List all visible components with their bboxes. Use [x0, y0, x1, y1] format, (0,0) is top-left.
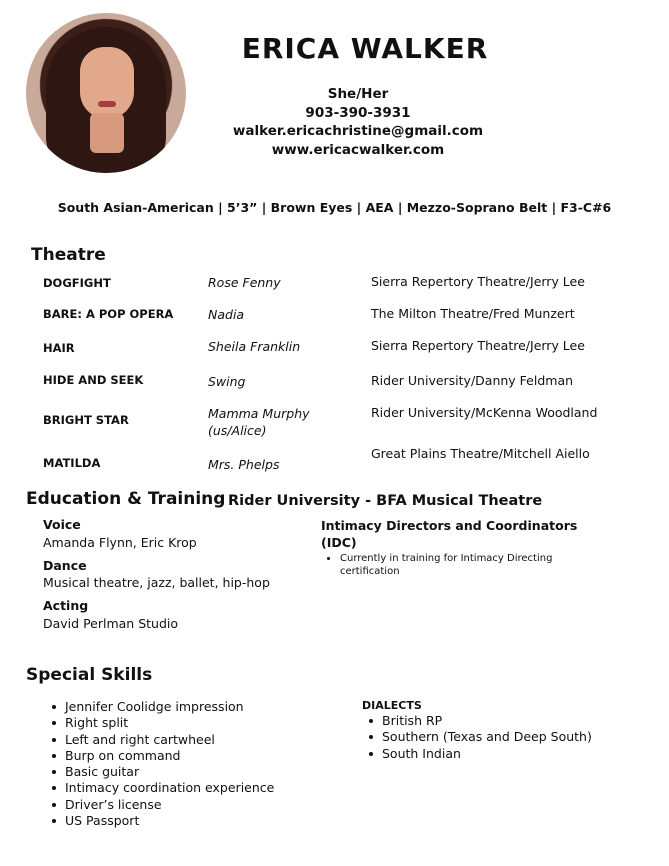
voice-label: Voice: [43, 517, 81, 532]
credit-role: Nadia: [208, 307, 245, 322]
list-item: Left and right cartwheel: [51, 732, 331, 748]
voice-teachers: Amanda Flynn, Eric Krop: [43, 535, 197, 550]
idc-label-line: Intimacy Directors and Coordinators: [321, 518, 578, 533]
credit-show: DOGFIGHT: [43, 276, 111, 290]
idc-label-line: (IDC): [321, 535, 357, 550]
list-item: Right split: [51, 715, 331, 731]
credit-show: BRIGHT STAR: [43, 413, 129, 427]
headshot-photo: [26, 13, 186, 173]
dance-label: Dance: [43, 558, 87, 573]
credit-role: Rose Fenny: [208, 275, 281, 290]
list-item: Driver’s license: [51, 797, 331, 813]
credit-role-line: (us/Alice): [208, 423, 267, 438]
dialects-label: DIALECTS: [362, 699, 422, 712]
credit-show: BARE: A POP OPERA: [43, 307, 174, 321]
list-item: Burp on command: [51, 748, 331, 764]
credit-venue: The Milton Theatre/Fred Munzert: [371, 306, 575, 321]
credit-role: Swing: [208, 374, 246, 389]
acting-label: Acting: [43, 598, 89, 613]
stats-line: South Asian-American | 5’3” | Brown Eyes | AEA | Mezzo-Soprano Belt | F3-C#6: [57, 200, 612, 215]
credit-venue: Rider University/McKenna Woodland: [371, 405, 598, 420]
email-address: walker.ericachristine@gmail.com: [232, 123, 484, 139]
list-item: Southern (Texas and Deep South): [368, 729, 628, 745]
phone-number: 903-390-3931: [305, 104, 411, 121]
credit-show: HAIR: [43, 341, 75, 355]
website-url: www.ericacwalker.com: [271, 141, 445, 158]
resume-name: ERICA WALKER: [241, 32, 489, 65]
list-item: Currently in training for Intimacy Directing certification: [326, 552, 576, 578]
credit-venue: Great Plains Theatre/Mitchell Aiello: [371, 446, 590, 461]
credit-role: Mrs. Phelps: [208, 457, 280, 472]
acting-studio: David Perlman Studio: [43, 616, 179, 631]
credit-role: [208, 405, 338, 439]
credit-role: Sheila Franklin: [208, 339, 301, 354]
list-item: US Passport: [51, 813, 331, 829]
credit-show: HIDE AND SEEK: [43, 373, 144, 387]
credit-role-line: Mamma Murphy: [208, 406, 310, 421]
list-item: South Indian: [368, 746, 628, 762]
idc-label: [321, 517, 577, 551]
credit-venue: Sierra Repertory Theatre/Jerry Lee: [371, 338, 585, 353]
dialects-list: [368, 713, 628, 762]
contact-block: [200, 85, 516, 159]
credit-venue: Sierra Repertory Theatre/Jerry Lee: [371, 274, 585, 289]
list-item: Intimacy coordination experience: [51, 780, 331, 796]
list-item: British RP: [368, 713, 628, 729]
idc-list: [326, 552, 576, 578]
pronouns: She/Her: [327, 86, 389, 102]
credit-venue: Rider University/Danny Feldman: [371, 373, 574, 388]
dance-styles: Musical theatre, jazz, ballet, hip-hop: [43, 575, 270, 590]
list-item: Jennifer Coolidge impression: [51, 699, 331, 715]
credit-show: MATILDA: [43, 456, 101, 470]
skills-list: [51, 699, 331, 829]
education-heading: Education & Training: [26, 489, 226, 509]
skills-heading: Special Skills: [26, 665, 153, 685]
list-item: Basic guitar: [51, 764, 331, 780]
school-name: Rider University - BFA Musical Theatre: [228, 493, 543, 509]
theatre-heading: Theatre: [31, 245, 106, 265]
